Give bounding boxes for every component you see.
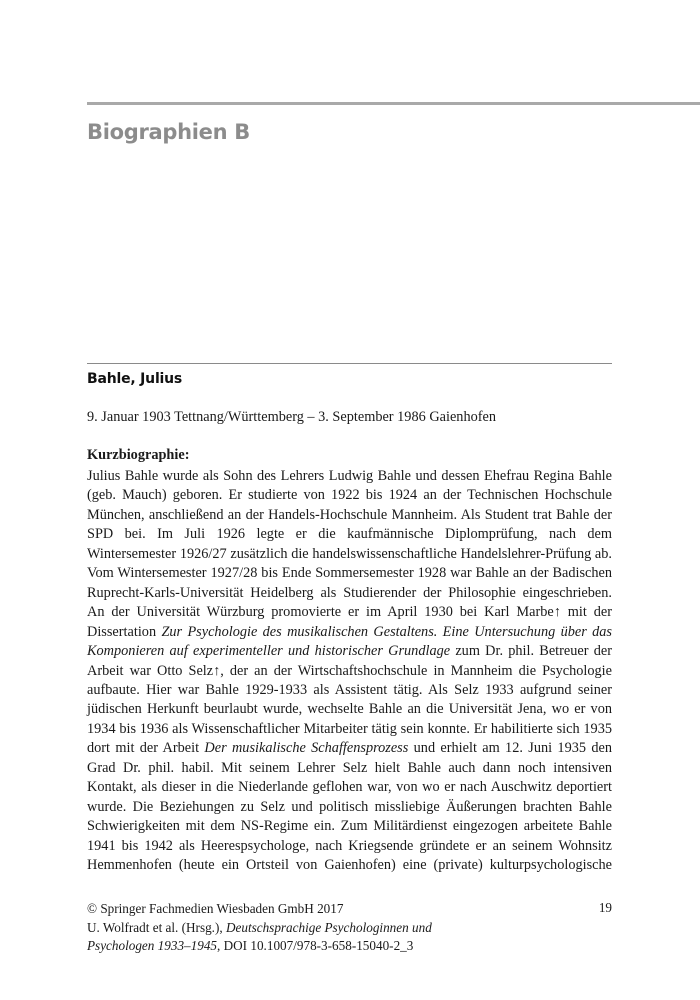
- editors: U. Wolfradt et al. (Hrsg.),: [87, 919, 226, 935]
- page-number: 19: [598, 900, 612, 915]
- doi: , DOI 10.1007/978-3-658-15040-2_3: [217, 938, 414, 954]
- book-title-part-2: Psychologen 1933–1945: [87, 938, 218, 954]
- body-part-3: und erhielt am 12. Juni 1935 den Grad Dr. phil. habil. Mit seinem Lehrer Selz hielt Bahle auch dann noch intensiven Kontakt, als dieser in die Niederlande geflohen war, von wo er nach Auschwitz deportiert wurde. Die Beziehungen zu Selz und politisch missliebige Äußerungen brachten Bahle Schwierigkeiten mit dem NS-Regime ein. Zum Militärdienst eingezogen arbeitete Bahle 1941 bis 1942 als Heerespsychologe, nach Kriegsende gründete er an seinem Wohnsitz Hemmenhofen (heute ein Ortsteil von Gaienhofen) eine (private) kulturpsychologische: [87, 740, 612, 874]
- body-part-2: zum Dr. phil. Betreuer der Arbeit war Otto Selz↑, der an der Wirtschaftshochschule in Mannheim die Psychologie aufbaute. Hier war Bahle 1929-1933 als Assistent tätig. Als Selz 1933 aufgrund seiner jüdischen Herkunft beurlaubt wurde, wechselte Bahle an die Universität Jena, wo er von 1934 bis 1936 als Wissenschaftlicher Mitarbeiter tätig sein konnte. Er habilitierte sich 1935 dort mit der Arbeit: [87, 643, 612, 757]
- copyright-line: © Springer Fachmedien Wiesbaden GmbH 2017: [87, 901, 344, 916]
- section-heading: Kurzbiographie:: [87, 447, 190, 463]
- entry-rule: [87, 363, 612, 364]
- habilitation-title: Der musikalische Schaffensprozess: [204, 740, 409, 757]
- dissertation-title: Zur Psychologie des musikalischen Gestaltens. Eine Untersuchung über das Komponieren auf experimenteller und historischer Grundlage: [87, 623, 612, 660]
- chapter-title: Biographien B: [87, 120, 250, 144]
- page-footer: [87, 900, 612, 956]
- book-title-part-1: Deutschsprachige Psychologinnen und: [225, 919, 432, 935]
- biography-text: [87, 467, 612, 876]
- citation-line-2: [87, 937, 612, 956]
- entry-dates: 9. Januar 1903 Tettnang/Württemberg – 3. September 1986 Gaienhofen: [87, 409, 497, 425]
- chapter-rule: [87, 102, 700, 105]
- body-part-1: Julius Bahle wurde als Sohn des Lehrers Ludwig Bahle und dessen Ehefrau Regina Bahle (geb. Mauch) geboren. Er studierte von 1922 bis 1924 an der Technischen Hochschule München, anschließend an der Handels-Hochschule Mannheim. Als Student trat Bahle der SPD bei. Im Juli 1926 legte er die kaufmännische Diplomprüfung, nach dem Wintersemester 1926/27 zusätzlich die handelswissenschaftliche Handelslehrer-Prüfung ab. Vom Wintersemester 1927/28 bis Ende Sommersemester 1928 war Bahle an der Badischen Ruprecht-Karls-Universität Heidelberg als Studierender der Philosophie eingeschrieben. An der Universität Würzburg promovierte er im April 1930 bei Karl Marbe↑ mit der Dissertation: [87, 468, 612, 640]
- citation-line-1: [87, 919, 612, 938]
- entry-name: Bahle, Julius: [87, 371, 183, 387]
